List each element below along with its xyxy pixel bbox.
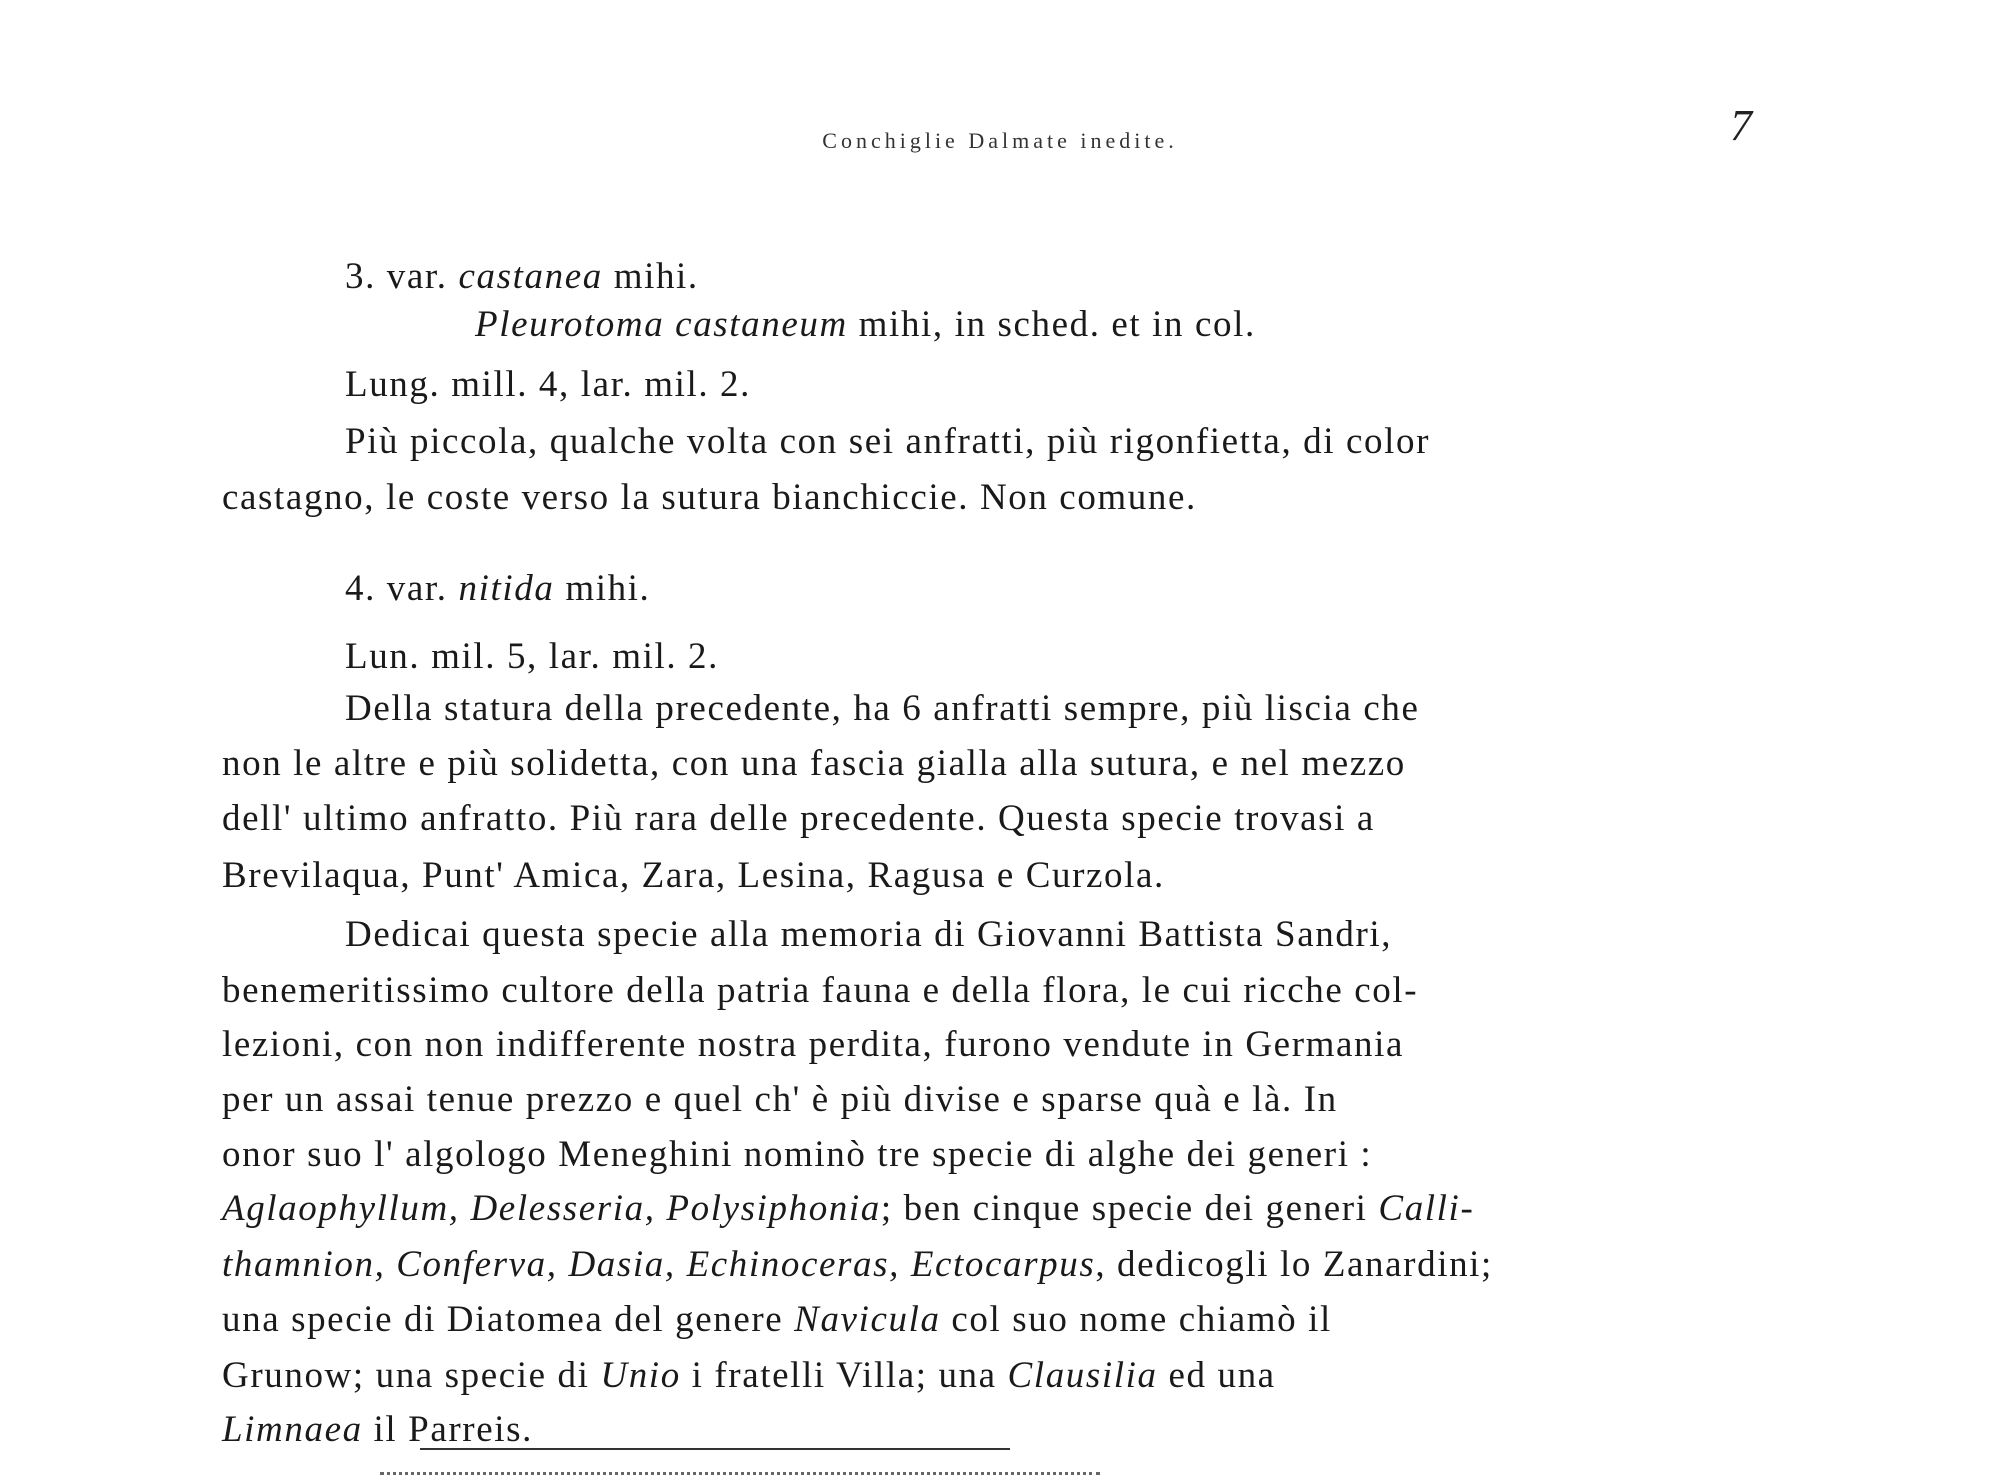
var3-heading: 3. var. castanea mihi. xyxy=(345,256,699,297)
page-number: 7 xyxy=(1730,101,1752,150)
dedication-line: per un assai tenue prezzo e quel ch' è più divise e sparse quà e là. In xyxy=(222,1079,1338,1120)
var3-desc-line: Più piccola, qualche volta con sei anfratti, più rigonfietta, di color xyxy=(345,421,1431,462)
var4-measure: Lun. mil. 5, lar. mil. 2. xyxy=(345,636,720,677)
dedication-line: Aglaophyllum, Delesseria, Polysiphonia; ben cinque specie dei generi Calli- xyxy=(222,1188,1475,1229)
var3-synonym: Pleurotoma castaneum mihi, in sched. et in col. xyxy=(475,304,1256,345)
running-head: Conchiglie Dalmate inedite. xyxy=(822,128,1178,153)
dedication-line: Grunow; una specie di Unio i fratelli Villa; una Clausilia ed una xyxy=(222,1355,1276,1396)
dedication-line: benemeritissimo cultore della patria fauna e della flora, le cui ricche col- xyxy=(222,970,1419,1011)
var3-measure: Lung. mill. 4, lar. mil. 2. xyxy=(345,364,751,405)
end-rule xyxy=(420,1448,1010,1450)
var3-desc-line: castagno, le coste verso la sutura bianchiccie. Non comune. xyxy=(222,477,1197,518)
dedication-line: Limnaea il Parreis. xyxy=(222,1409,533,1450)
dedication-line: thamnion, Conferva, Dasia, Echinoceras, Ectocarpus, dedicogli lo Zanardini; xyxy=(222,1244,1493,1285)
dedication-line: una specie di Diatomea del genere Navicula col suo nome chiamò il xyxy=(222,1299,1332,1340)
var4-desc-line: Brevilaqua, Punt' Amica, Zara, Lesina, Ragusa e Curzola. xyxy=(222,855,1165,896)
var4-desc-line: dell' ultimo anfratto. Più rara delle precedente. Questa specie trovasi a xyxy=(222,798,1375,839)
dedication-line: Dedicai questa specie alla memoria di Giovanni Battista Sandri, xyxy=(345,914,1393,955)
dotted-rule xyxy=(380,1472,1100,1475)
dedication-line: onor suo l' algologo Meneghini nominò tre specie di alghe dei generi : xyxy=(222,1134,1373,1175)
dedication-line: lezioni, con non indifferente nostra perdita, furono vendute in Germania xyxy=(222,1024,1405,1065)
var4-heading: 4. var. nitida mihi. xyxy=(345,568,651,609)
var4-desc-line: Della statura della precedente, ha 6 anfratti sempre, più liscia che xyxy=(345,688,1420,729)
var4-desc-line: non le altre e più solidetta, con una fascia gialla alla sutura, e nel mezzo xyxy=(222,743,1406,784)
